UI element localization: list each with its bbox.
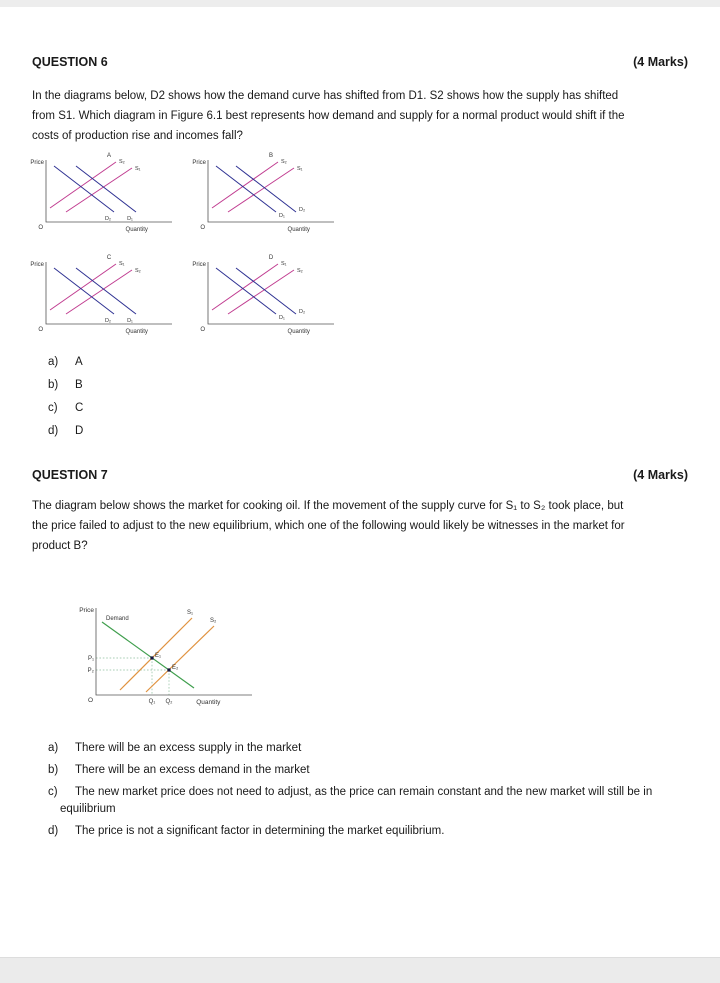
svg-text:C: C [106,255,112,261]
page-bottom-edge [0,957,720,983]
q6-option-d [48,425,83,438]
svg-text:S₂: S₂ [281,159,287,165]
q6-option-a [48,356,83,369]
svg-text:D: D [268,255,274,261]
svg-text:Quantity: Quantity [287,329,310,335]
option-key: a) [48,356,59,368]
diagram-B-svg [190,150,340,242]
svg-text:S₂: S₂ [119,159,125,165]
question-6-marks: (4 Marks) [633,55,688,69]
svg-text:Price: Price [30,160,44,166]
diagram-b [190,150,340,242]
question-7-header [32,468,688,482]
diagram-d [190,252,340,344]
option-key: a) [48,742,59,754]
diagram-D-svg [190,252,340,344]
svg-text:O: O [200,327,205,333]
option-key: c) [48,786,58,798]
svg-text:Q₁: Q₁ [148,699,156,705]
q6-option-b [48,379,83,392]
svg-text:D₂: D₂ [104,216,112,222]
option-key: c) [48,402,58,414]
option-text: C [75,402,84,414]
question-7-body: The diagram below shows the market for cooking oil. If the movement of the supply curve for S₁ to S₂ took place, but the price failed to adjust to the new equilibrium, which one of the following would likely be witnesses in the market for product B? [32,500,625,552]
question-6-header [32,55,688,69]
svg-text:D₂: D₂ [299,309,306,315]
option-text: D [75,425,84,437]
svg-text:E₁: E₁ [155,653,162,659]
svg-text:E₂: E₂ [172,665,179,671]
page-top-edge [0,0,720,7]
cooking-oil-market-svg [72,598,272,718]
svg-text:Quantity: Quantity [125,329,148,335]
option-text: The price is not a significant factor in determining the market equilibrium. [75,825,445,837]
option-text: There will be an excess supply in the market [75,742,302,754]
option-text: There will be an excess demand in the market [75,764,310,776]
option-text: A [75,356,83,368]
question-6-body: In the diagrams below, D2 shows how the demand curve has shifted from D1. S2 shows how the supply has shifted from S1. Which diagram in Figure 6.1 best represents how demand and supply for a normal product would shift if the costs of production rise and incomes fall? [32,90,625,142]
question-7-marks: (4 Marks) [633,468,688,482]
svg-text:D₁: D₁ [127,216,133,222]
diagram-c [28,252,178,344]
svg-text:S₁: S₁ [187,610,194,616]
svg-text:Q₂: Q₂ [165,699,173,705]
option-key: b) [48,379,59,391]
svg-text:B: B [268,153,274,159]
svg-text:Price: Price [30,262,44,268]
question-7-options [48,740,680,845]
svg-text:O: O [38,327,43,333]
svg-text:S₁: S₁ [281,261,287,267]
question-6-title: QUESTION 6 [32,55,108,69]
option-text: The new market price does not need to adjust, as the price can remain constant and the new market will still be in equilibrium [60,786,653,815]
q7-option-d [48,823,680,840]
svg-text:S₁: S₁ [297,166,303,172]
figure-6-1 [28,150,348,344]
svg-text:S₁: S₁ [119,261,125,267]
svg-text:D₂: D₂ [104,318,112,324]
svg-text:O: O [38,225,43,231]
svg-text:P₂: P₂ [87,668,94,674]
question-7-title: QUESTION 7 [32,468,108,482]
cooking-oil-diagram [72,598,272,718]
svg-text:D₁: D₁ [127,318,133,324]
svg-text:Price: Price [79,607,94,614]
svg-text:D₂: D₂ [299,207,306,213]
svg-text:Demand: Demand [106,616,129,622]
svg-text:A: A [106,153,112,159]
svg-text:D₁: D₁ [279,315,285,321]
option-text: B [75,379,83,391]
option-key: b) [48,764,59,776]
svg-text:O: O [87,697,93,704]
question-6-options [48,356,83,448]
svg-text:S₁: S₁ [135,166,141,172]
svg-text:O: O [200,225,205,231]
q7-option-b [48,762,680,779]
svg-text:Quantity: Quantity [125,227,148,233]
q7-option-a [48,740,680,757]
svg-text:S₂: S₂ [210,618,217,624]
q7-option-c [48,784,680,818]
svg-text:S₂: S₂ [135,268,141,274]
svg-text:P₁: P₁ [87,656,94,662]
svg-text:S₂: S₂ [297,268,303,274]
svg-text:D₁: D₁ [279,213,285,219]
option-key: d) [48,425,59,437]
svg-text:Quantity: Quantity [196,699,221,706]
option-key: d) [48,825,59,837]
svg-text:Price: Price [192,160,206,166]
q6-option-c [48,402,83,415]
diagram-A-svg [28,150,178,242]
diagram-a [28,150,178,242]
svg-text:Price: Price [192,262,206,268]
diagram-C-svg [28,252,178,344]
svg-text:Quantity: Quantity [287,227,310,233]
